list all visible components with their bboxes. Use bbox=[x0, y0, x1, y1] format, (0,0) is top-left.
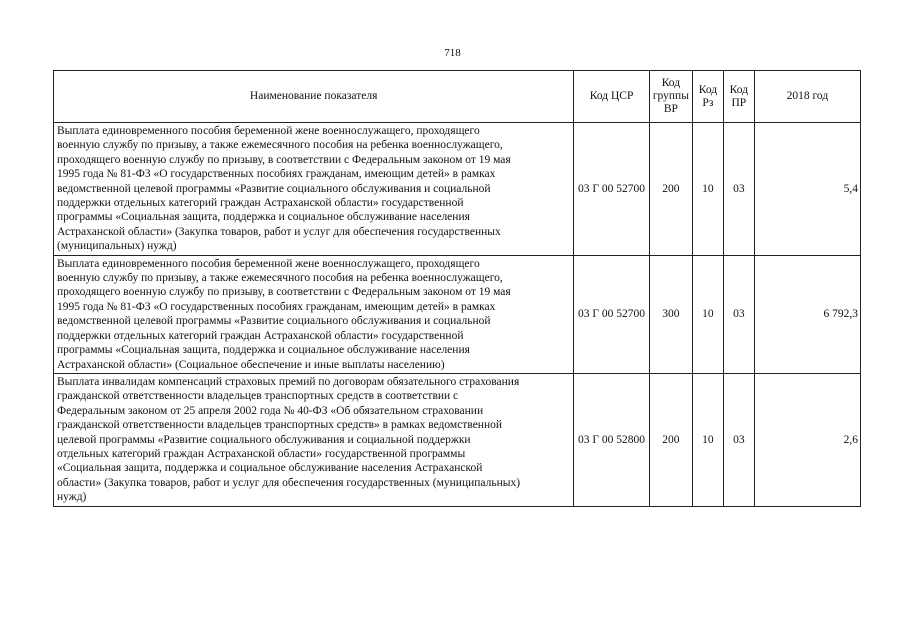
table-row bbox=[54, 255, 861, 373]
header-rz-text: Код Рз bbox=[698, 83, 718, 109]
row-name: Выплата единовременного пособия беременной жене военнослужащего, проходящего военную службу по призыву, а также ежемесячного пособия на ребенка военнослужащего, проходящего военную службу по призыву, в соответствии с Федеральным законом от 19 мая 1995 года № 81-ФЗ «О государственных пособиях гражданам, имеющим детей» в рамках ведомственной целевой программы «Развитие социального обслуживания и социальной поддержки отдельных категорий граждан Астраханской области» государственной программы «Социальная защита, поддержка и социальное обслуживание населения Астраханской области» (Социальное обеспечение и иные выплаты населению) bbox=[54, 255, 574, 373]
header-pr bbox=[723, 71, 754, 123]
header-vr bbox=[649, 71, 692, 123]
row-rz: 10 bbox=[692, 255, 723, 373]
header-csr bbox=[574, 71, 650, 123]
row-amount: 5,4 bbox=[754, 123, 860, 256]
header-name bbox=[54, 71, 574, 123]
row-csr: 03 Г 00 52700 bbox=[574, 123, 650, 256]
row-rz: 10 bbox=[692, 373, 723, 506]
row-csr: 03 Г 00 52800 bbox=[574, 373, 650, 506]
row-vr: 300 bbox=[649, 255, 692, 373]
row-amount: 6 792,3 bbox=[754, 255, 860, 373]
row-name: Выплата инвалидам компенсаций страховых премий по договорам обязательного страхования гражданской ответственности владельцев транспортных средств в соответствии с Федеральным законом от 25 апреля 2002 года № 40-ФЗ «Об обязательном страховании гражданской ответственности владельцев транспортных средств» в рамках ведомственной целевой программы «Развитие социального обслуживания и социальной поддержки отдельных категорий граждан Астраханской области» государственной программы «Социальная защита, поддержка и социальное обслуживание населения Астраханской области» (Закупка товаров, работ и услуг для обеспечения государственных (муниципальных) нужд) bbox=[54, 373, 574, 506]
header-year bbox=[754, 71, 860, 123]
row-csr: 03 Г 00 52700 bbox=[574, 255, 650, 373]
header-rz bbox=[692, 71, 723, 123]
row-vr: 200 bbox=[649, 373, 692, 506]
page-number: 718 bbox=[444, 47, 461, 59]
table-header-row bbox=[54, 71, 861, 123]
row-name: Выплата единовременного пособия беременной жене военнослужащего, проходящего военную службу по призыву, а также ежемесячного пособия на ребенка военнослужащего, проходящего военную службу по призыву, в соответствии с Федеральным законом от 19 мая 1995 года № 81-ФЗ «О государственных пособиях гражданам, имеющим детей» в рамках ведомственной целевой программы «Развитие социального обслуживания и социальной поддержки отдельных категорий граждан Астраханской области» государственной программы «Социальная защита, поддержка и социальное обслуживание населения Астраханской области» (Закупка товаров, работ и услуг для обеспечения государственных (муниципальных) нужд) bbox=[54, 123, 574, 256]
header-pr-text: Код ПР bbox=[729, 83, 749, 109]
row-pr: 03 bbox=[723, 255, 754, 373]
header-name-text: Наименование показателя bbox=[249, 90, 378, 102]
table-row bbox=[54, 123, 861, 256]
row-rz: 10 bbox=[692, 123, 723, 256]
row-pr: 03 bbox=[723, 123, 754, 256]
table-row bbox=[54, 373, 861, 506]
header-year-text: 2018 год bbox=[786, 90, 829, 102]
row-amount: 2,6 bbox=[754, 373, 860, 506]
header-csr-text: Код ЦСР bbox=[589, 90, 634, 102]
row-pr: 03 bbox=[723, 373, 754, 506]
header-vr-text: Код группы ВР bbox=[652, 77, 689, 115]
budget-table bbox=[53, 70, 861, 507]
row-vr: 200 bbox=[649, 123, 692, 256]
